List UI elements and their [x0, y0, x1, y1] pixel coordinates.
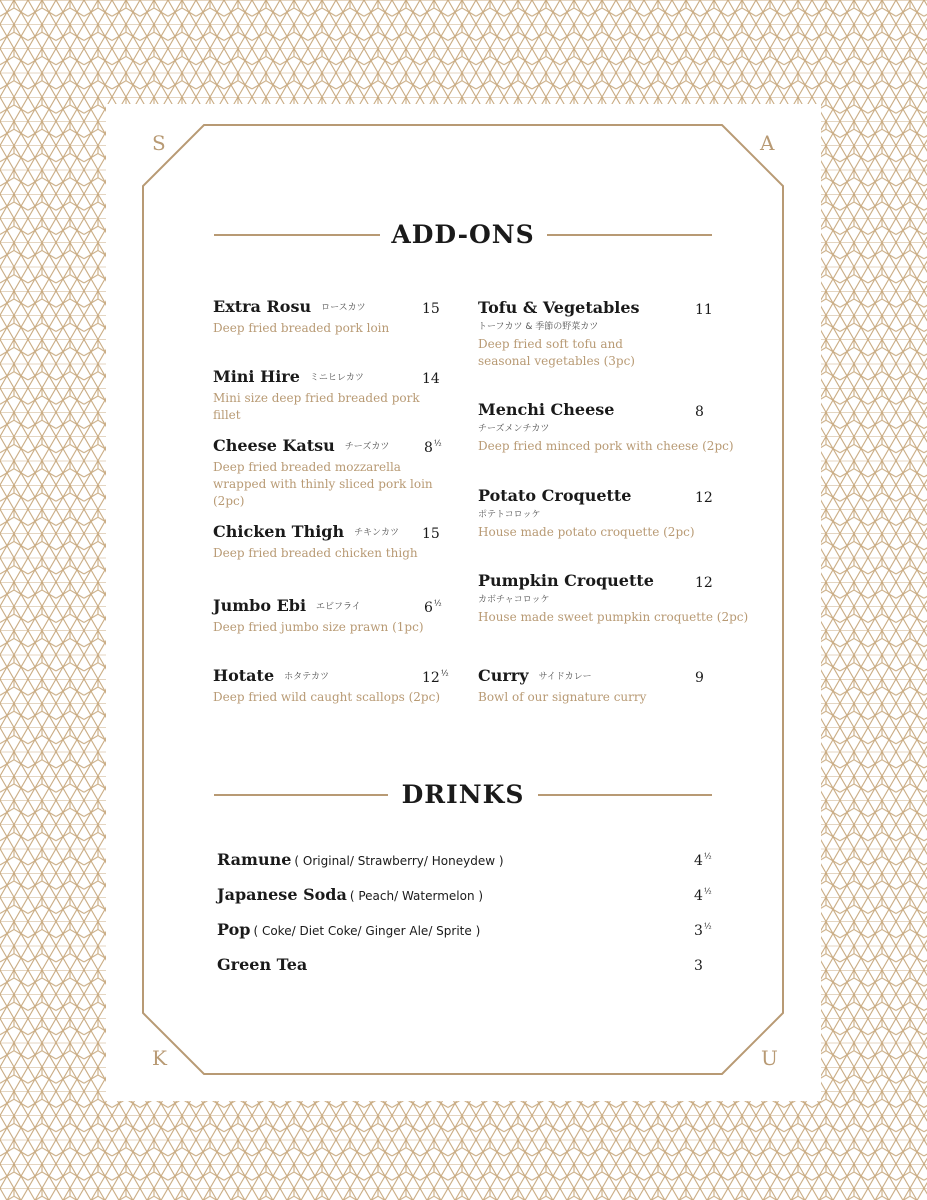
item-name: Hotate — [213, 666, 275, 685]
drink-options: ( Coke/ Diet Coke/ Ginger Ale/ Sprite ) — [253, 924, 481, 938]
item-japanese-name: チキンカツ — [354, 528, 400, 538]
corner-letter-u: U — [761, 1046, 779, 1070]
item-name: Pumpkin Croquette — [478, 571, 654, 590]
item-price: 15 — [422, 301, 440, 317]
item-price: $6^{\frac{1}{2}}$ — [424, 599, 442, 616]
item-description: Deep fried jumbo size prawn (1pc) — [213, 620, 424, 634]
item-japanese-name: エビフライ — [316, 602, 361, 612]
drink-item-japanese-soda — [217, 885, 483, 904]
item-description: House made potato croquette (2pc) — [478, 525, 695, 539]
item-price: 15 — [422, 526, 440, 542]
addon-item-extra-rosu — [213, 297, 443, 337]
item-japanese-name: ロースカツ — [321, 303, 366, 313]
addon-item-curry — [478, 666, 718, 706]
item-price: 12 — [695, 490, 713, 506]
drink-name: Ramune — [217, 850, 292, 869]
corner-letter-a: A — [760, 131, 776, 155]
item-description: Bowl of our signature curry — [478, 690, 647, 704]
drink-options: ( Peach/ Watermelon ) — [349, 889, 484, 903]
item-name: Menchi Cheese — [478, 400, 615, 419]
drink-price: $3^{\frac{1}{2}}$ — [694, 922, 712, 939]
corner-letter-k: K — [152, 1046, 168, 1070]
addons-rule-right — [547, 234, 712, 236]
item-name: Tofu & Vegetables — [478, 298, 640, 317]
drink-item-pop — [217, 920, 480, 939]
addon-item-pumpkin-croquette — [478, 571, 749, 626]
drink-item-ramune — [217, 850, 504, 869]
item-description: Deep fried breaded mozzarella wrapped with thinly sliced pork loin (2pc) — [213, 460, 433, 508]
item-japanese-name: トーフカツ & 季節の野菜カツ — [478, 322, 599, 332]
drink-name: Japanese Soda — [217, 885, 347, 904]
item-japanese-name: カボチャコロッケ — [478, 595, 550, 605]
addon-item-tofu-vegetables — [478, 298, 718, 370]
item-japanese-name: ホタテカツ — [284, 672, 329, 682]
item-price: 14 — [422, 371, 440, 387]
drinks-rule-right — [538, 794, 712, 796]
item-price: $12^{\frac{1}{2}}$ — [422, 669, 449, 686]
drink-price: $4^{\frac{1}{2}}$ — [694, 887, 712, 904]
item-name: Curry — [478, 666, 529, 685]
item-japanese-name: ミニヒレカツ — [309, 373, 364, 383]
addons-title: ADD-ONS — [391, 220, 535, 249]
drink-price: $4^{\frac{1}{2}}$ — [694, 852, 712, 869]
item-japanese-name: チーズカツ — [344, 442, 390, 452]
item-description: Deep fried soft tofu and seasonal vegetables (3pc) — [478, 337, 635, 368]
addons-rule-left — [214, 234, 380, 236]
item-description: Mini size deep fried breaded pork fillet — [213, 391, 420, 422]
addon-item-mini-hire — [213, 367, 443, 424]
drink-item-green-tea — [217, 955, 310, 974]
addon-item-cheese-katsu — [213, 436, 449, 510]
addon-item-potato-croquette — [478, 486, 718, 541]
drink-options: ( Original/ Strawberry/ Honeydew ) — [294, 854, 504, 868]
item-japanese-name: ポテトコロッケ — [478, 510, 541, 520]
drink-name: Green Tea — [217, 955, 308, 974]
item-description: Deep fried wild caught scallops (2pc) — [213, 690, 441, 704]
item-name: Jumbo Ebi — [213, 596, 307, 615]
item-name: Chicken Thigh — [213, 522, 345, 541]
item-price: 8 — [695, 404, 704, 420]
addon-item-chicken-thigh — [213, 522, 443, 562]
corner-letter-s: S — [152, 131, 167, 155]
drink-price: 3 — [694, 958, 703, 974]
item-price: $8^{\frac{1}{2}}$ — [424, 439, 442, 456]
item-japanese-name: チーズメンチカツ — [478, 424, 550, 434]
addon-item-menchi-cheese — [478, 400, 734, 455]
item-price: 12 — [695, 575, 713, 591]
item-price: 11 — [695, 302, 713, 318]
item-name: Mini Hire — [213, 367, 300, 386]
item-name: Cheese Katsu — [213, 436, 335, 455]
addon-item-jumbo-ebi — [213, 596, 443, 636]
drinks-title: DRINKS — [401, 780, 525, 809]
item-japanese-name: サイドカレー — [538, 672, 592, 682]
item-description: House made sweet pumpkin croquette (2pc) — [478, 610, 749, 624]
drink-name: Pop — [217, 920, 251, 939]
item-description: Deep fried breaded pork loin — [213, 321, 390, 335]
item-description: Deep fried minced pork with cheese (2pc) — [478, 439, 734, 453]
item-name: Extra Rosu — [213, 297, 312, 316]
item-price: 9 — [695, 670, 704, 686]
drinks-rule-left — [214, 794, 388, 796]
item-name: Potato Croquette — [478, 486, 632, 505]
item-description: Deep fried breaded chicken thigh — [213, 546, 418, 560]
addon-item-hotate — [213, 666, 443, 706]
